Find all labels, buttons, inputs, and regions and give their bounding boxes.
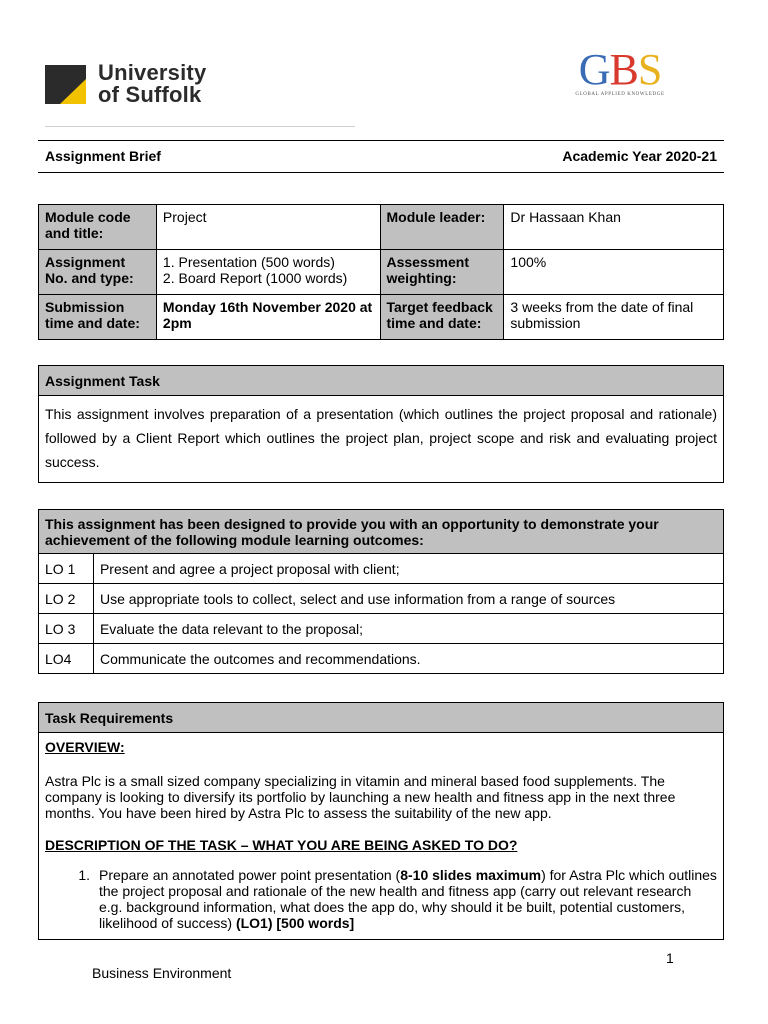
table-row: [39, 614, 724, 644]
learning-outcomes-heading: This assignment has been designed to provide you with an opportunity to demonstrate your achievement of the following module learning outcomes:: [39, 510, 724, 554]
weighting-label: Assessment weighting:: [380, 250, 504, 295]
logo-mark-icon: [45, 65, 86, 104]
gbs-letter-s: S: [637, 45, 662, 94]
assignment-line1: 1. Presentation (500 words): [162, 254, 335, 270]
list-item-text: [99, 867, 717, 931]
item1-bold1: 8-10 slides maximum: [400, 867, 542, 883]
item1-bold2: (LO1) [500 words]: [235, 915, 355, 931]
lo-code: LO 2: [39, 584, 94, 614]
submission-label: Submission time and date:: [39, 295, 157, 340]
table-row: [39, 584, 724, 614]
university-logo-text: [98, 62, 206, 106]
module-info-table: [38, 204, 724, 340]
lo-code: LO 3: [39, 614, 94, 644]
lo-code: LO 1: [39, 554, 94, 584]
lo-text: Communicate the outcomes and recommendations.: [93, 644, 723, 674]
lo-text: Present and agree a project proposal with client;: [93, 554, 723, 584]
item1-part2: ) for Astra Plc which outlines the project proposal and rationale of the new health and fitness app (carry out relevant research e.g. background information, what does the app do, why should it be built, potential customers, likelihood of success): [99, 867, 717, 931]
weighting-value: 100%: [504, 250, 724, 295]
university-line1: University: [98, 60, 207, 85]
task-requirements-body: [39, 733, 724, 940]
module-label: Module code and title:: [39, 205, 157, 250]
task-requirements-table: [38, 702, 724, 940]
gbs-letters: [566, 45, 674, 94]
assignment-task-table: [38, 365, 724, 483]
university-of-suffolk-logo-mark: [45, 65, 86, 104]
overview-body: Astra Plc is a small sized company specializing in vitamin and mineral based food supplements. The company is looking to diversify its portfolio by launching a new health and fitness app in the next three months. You have been hired by Astra Plc to assess the suitability of the new app.: [45, 773, 676, 821]
description-heading: DESCRIPTION OF THE TASK – WHAT YOU ARE BEING ASKED TO DO?: [45, 837, 518, 853]
list-item-number: 1.: [78, 867, 90, 883]
leader-label: Module leader:: [380, 205, 504, 250]
assignment-label: Assignment No. and type:: [39, 250, 157, 295]
list-item: [45, 867, 717, 931]
module-value: Project: [156, 205, 380, 250]
assignment-value: [156, 250, 380, 295]
lo-code: LO4: [39, 644, 94, 674]
feedback-value: 3 weeks from the date of final submission: [504, 295, 724, 340]
table-row: [39, 554, 724, 584]
header-divider: [45, 126, 355, 127]
leader-value: Dr Hassaan Khan: [504, 205, 724, 250]
task-requirements-heading: Task Requirements: [39, 703, 724, 733]
lo-text: Evaluate the data relevant to the proposal;: [93, 614, 723, 644]
item1-part1: Prepare an annotated power point presentation (: [99, 867, 401, 883]
gbs-logo: [566, 45, 674, 97]
feedback-label: Target feedback time and date:: [380, 295, 504, 340]
university-line2: of Suffolk: [98, 82, 202, 107]
academic-year: Academic Year 2020-21: [562, 148, 717, 164]
gbs-letter-b: B: [609, 45, 638, 94]
page-number: 1: [666, 950, 674, 966]
assignment-task-body: This assignment involves preparation of a presentation (which outlines the project proposal and rationale) followed by a Client Report which outlines the project plan, project scope and risk and evaluating project success.: [39, 396, 724, 483]
lo-text: Use appropriate tools to collect, select and use information from a range of sources: [93, 584, 723, 614]
submission-value: Monday 16th November 2020 at 2pm: [156, 295, 380, 340]
assignment-brief-title: Assignment Brief: [45, 148, 161, 164]
table-row: [39, 644, 724, 674]
learning-outcomes-table: [38, 509, 724, 674]
overview-heading: OVERVIEW:: [45, 739, 125, 755]
assignment-line2: 2. Board Report (1000 words): [162, 270, 348, 286]
assignment-task-heading: Assignment Task: [39, 366, 724, 396]
footer-module-name: Business Environment: [92, 965, 232, 981]
gbs-letter-g: G: [578, 45, 610, 94]
gbs-tagline: GLOBAL APPLIED KNOWLEDGE: [575, 92, 665, 97]
